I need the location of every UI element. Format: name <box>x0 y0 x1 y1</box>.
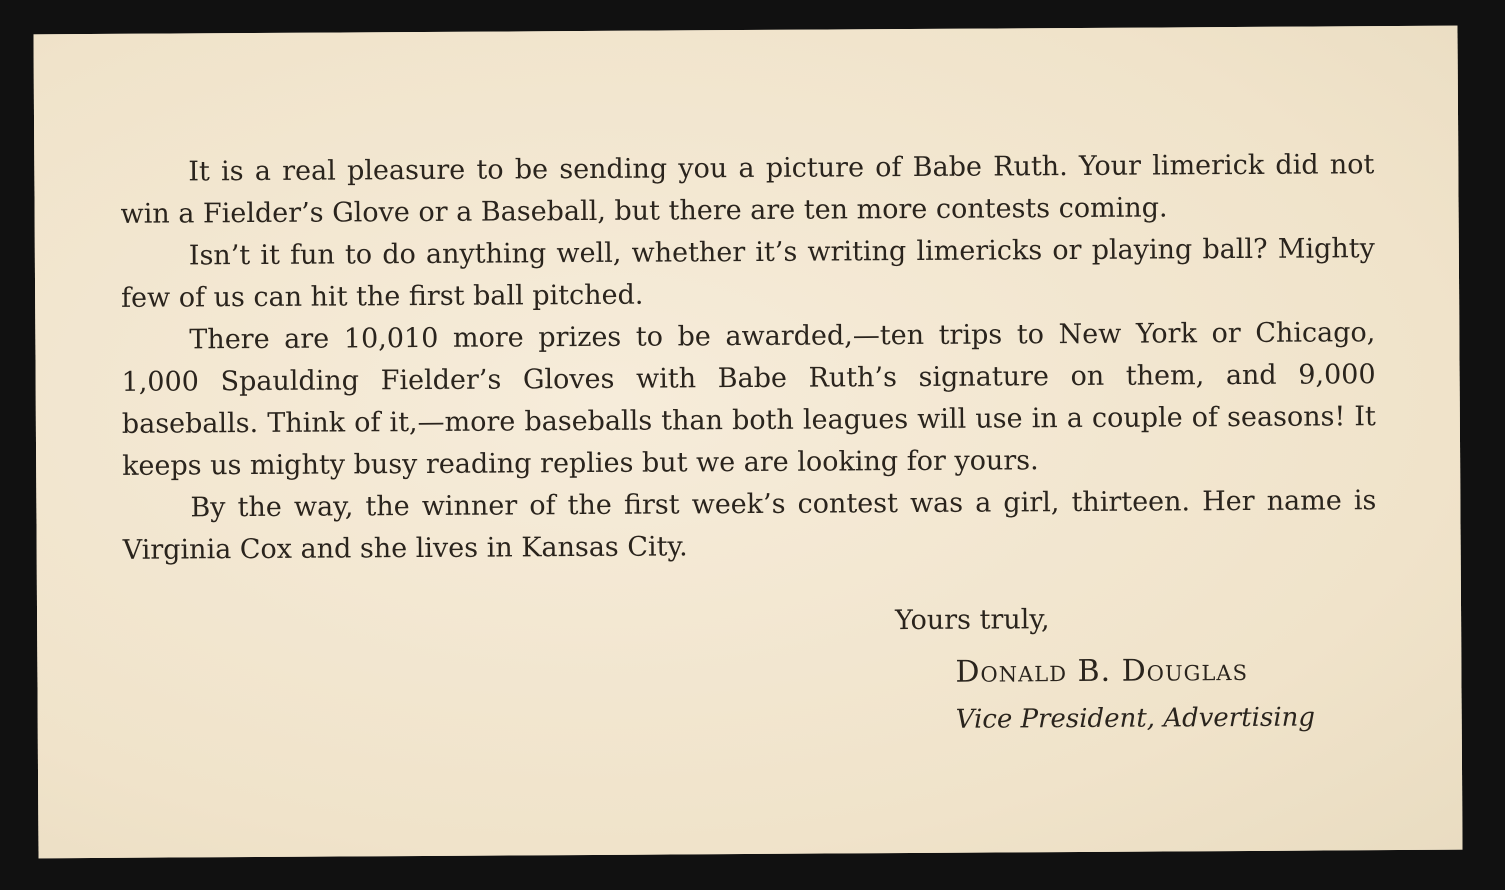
paragraph-4: By the way, the winner of the first week’s contest was a girl, thirteen. Her name is Virginia Cox and she lives in Kansas City. <box>122 485 1377 566</box>
signer-name: Donald B. Douglas <box>955 652 1249 690</box>
postcard <box>33 26 1462 859</box>
closing-line: Yours truly, <box>894 604 1050 637</box>
letter-body <box>120 144 1377 572</box>
paragraph-1: It is a real pleasure to be sending you a picture of Babe Ruth. Your limerick did not win a Fielder’s Glove or a Baseball, but there are ten more contests coming. <box>120 149 1375 230</box>
paragraph-3: There are 10,010 more prizes to be awarded,—ten trips to New York or Chicago, 1,000 Spaulding Fielder’s Gloves with Babe Ruth’s signature on them, and 9,000 baseballs. Think of it,—more baseballs than both leagues will use in a couple of seasons! It keeps us mighty busy reading replies but we are looking for yours. <box>121 317 1376 482</box>
paragraph-2: Isn’t it fun to do anything well, whether it’s writing limericks or playing ball? Mighty few of us can hit the first ball pitched. <box>121 233 1375 314</box>
signer-title: Vice President, Advertising <box>955 702 1316 735</box>
